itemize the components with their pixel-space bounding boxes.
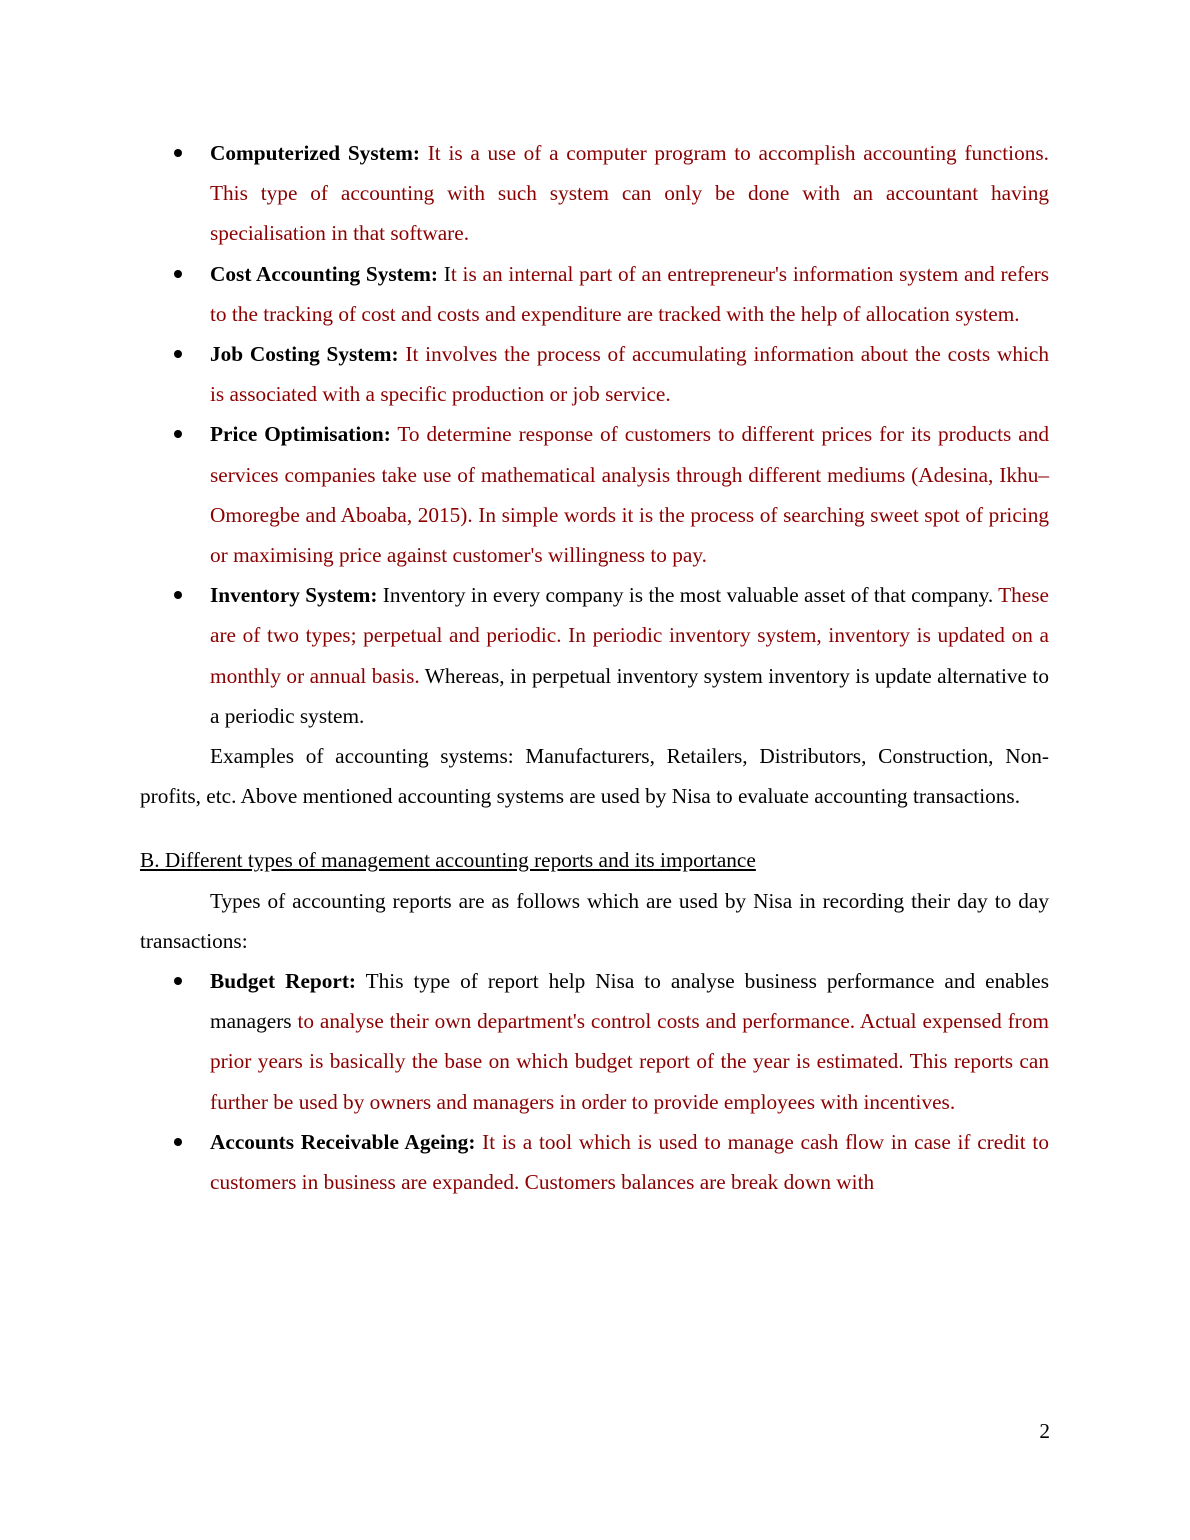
document-page — [140, 133, 1049, 1202]
section-b-heading: B. Different types of management accounting reports and its importance — [140, 848, 756, 873]
term-description: These are of two types; perpetual and periodic. In periodic inventory system, inventory is updated on a monthly or annual basis. — [210, 583, 1049, 688]
list-item-accounts-receivable-ageing — [140, 1122, 1049, 1202]
reports-intro-paragraph: Types of accounting reports are as follows which are used by Nisa in recording their day to day transactions: — [140, 888, 1049, 953]
bullet-icon — [174, 270, 182, 278]
accounting-reports-list — [140, 961, 1049, 1202]
bullet-icon — [174, 430, 182, 438]
term-description: I — [438, 261, 451, 286]
list-item-price-optimisation — [140, 414, 1049, 575]
bullet-icon — [174, 149, 182, 157]
list-item-budget-report — [140, 961, 1049, 1122]
accounting-systems-list — [140, 133, 1049, 736]
bullet-icon — [174, 1138, 182, 1146]
bullet-icon — [174, 591, 182, 599]
term-description: Inventory in every company is the most valuable asset of that company. — [377, 583, 999, 608]
term-label: Computerized System: — [210, 141, 420, 165]
bullet-icon — [174, 977, 182, 985]
page-number: 2 — [1039, 1419, 1050, 1443]
term-description: t is an internal part of an entrepreneur's information system and refers to the tracking of cost and costs and expenditure are tracked with the help of allocation system. — [210, 261, 1049, 326]
term-label: Inventory System: — [210, 583, 378, 608]
list-item-job-costing-system — [140, 334, 1049, 414]
term-label: Price Optimisation: — [210, 422, 391, 447]
term-description: It is a use of a computer program to accomplish accounting functions. This type of accounting with such system can only be done with an accountant having specialisation in that software. — [210, 141, 1049, 246]
term-description: to analyse their own department's control costs and performance. Actual expensed from prior years is basically the base on which budget report of the year is estimated. This reports can further be used by owners and managers in order to provide employees with incentives. — [210, 1009, 1049, 1114]
term-label: Job Costing System: — [210, 342, 399, 367]
list-item-cost-accounting-system — [140, 254, 1049, 334]
list-item-computerized-system — [140, 133, 1049, 254]
term-label: Budget Report: — [210, 969, 357, 994]
term-description: Whereas, in perpetual inventory system inventory is update alternative to a periodic system. — [210, 663, 1049, 728]
term-description: It involves the process of accumulating information about the costs which is associated with a specific production or job service. — [210, 342, 1049, 407]
term-label: Cost Accounting System: — [210, 261, 439, 286]
bullet-icon — [174, 350, 182, 358]
term-description: To determine response of customers to different prices for its products and services companies take use of mathematical analysis through different mediums (Adesina, Ikhu–Omoregbe and Aboaba, 2015). In simple words it is the process of searching sweet spot of pricing or maximising price against customer's willingness to pay. — [210, 422, 1049, 568]
examples-paragraph: Examples of accounting systems: Manufacturers, Retailers, Distributors, Construction, Non-profits, etc. Above mentioned accounting systems are used by Nisa to evaluate accounting transactions. — [140, 744, 1049, 809]
term-label: Accounts Receivable Ageing: — [210, 1129, 476, 1154]
term-description: It is a tool which is used to manage cash flow in case if credit to customers in business are expanded. Customers balances are break down with — [210, 1129, 1049, 1195]
term-description: This type of report help Nisa to analyse business performance and enables managers — [210, 969, 1050, 1034]
list-item-inventory-system — [140, 575, 1049, 736]
